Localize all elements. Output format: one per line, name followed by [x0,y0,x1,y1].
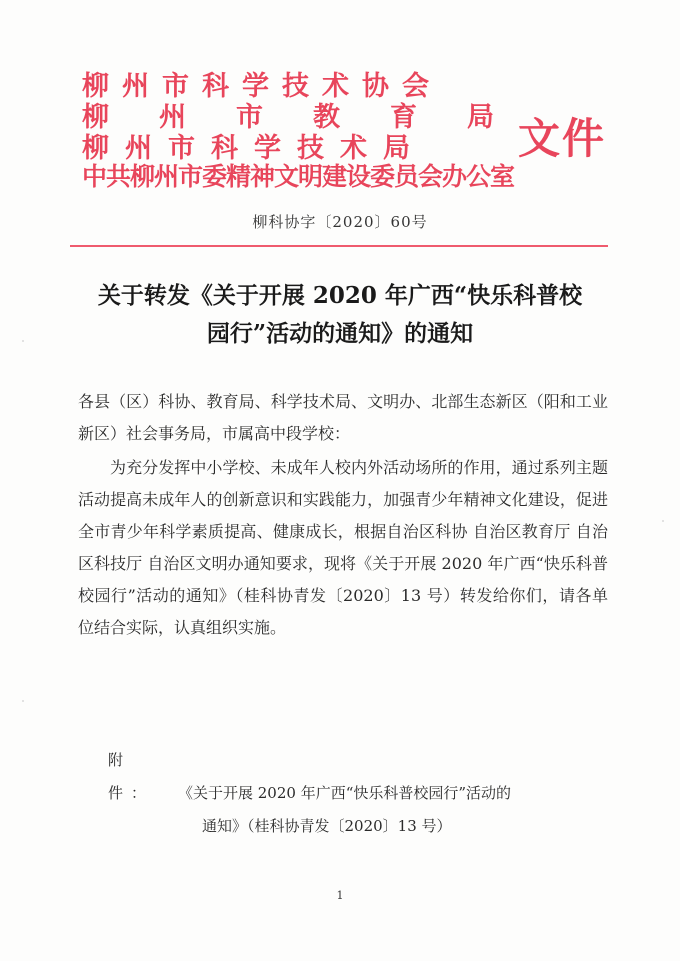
salutation: 各县（区）科协、教育局、科学技术局、文明办、北部生态新区（阳和工业新区）社会事务局，市属高中段学校： [78,392,608,443]
title-line-1: 关于转发《关于开展 2020 年广西“快乐科普校 [97,282,583,309]
scan-speck [22,700,24,702]
body-paragraph: 为充分发挥中小学校、未成年人校内外活动场所的作用，通过系列主题活动提高未成年人的创新意识和实践能力，加强青少年精神文化建设，促进全市青少年科学素质提高、健康成长，根据自治区科协 自治区教育厅 自治区科技厅 自治区文明办通知要求，现将《关于开展 2020 年广西“快乐科普校园行”活动的通知》（桂科协青发〔2020〕13 号）转发给你们，请各单位结合实际，认真组织实施。 [78,458,608,637]
document-title [40,277,640,353]
title-line-2: 园行”活动的通知》的通知 [206,320,474,347]
issuer-line-kejiju: 柳州市科学技术局 [82,133,426,164]
attachment-line-1 [78,744,608,810]
issuer-line-wenmingban: 中共柳州市委精神文明建设委员会办公室 [82,162,515,191]
page-number: 1 [336,889,344,902]
issuer-line-kexie: 柳州市科学技术协会 [82,71,442,102]
attachment-line-2: 通知》（桂科协青发〔2020〕13 号） [202,817,452,835]
attachment-block [78,744,608,843]
attachment-text-1: 《关于开展 2020 年广西“快乐科普校园行”活动的 [178,784,512,802]
issuer-line-jiaoyuju: 柳州市教育局 [82,102,544,133]
red-separator-line [70,245,608,247]
attachment-label: 附 件： [108,751,155,802]
document-number: 柳科协字〔2020〕60号 [252,213,428,231]
scan-speck [22,340,24,342]
document-type-label: 文件 [518,114,607,163]
scan-speck [662,520,664,522]
